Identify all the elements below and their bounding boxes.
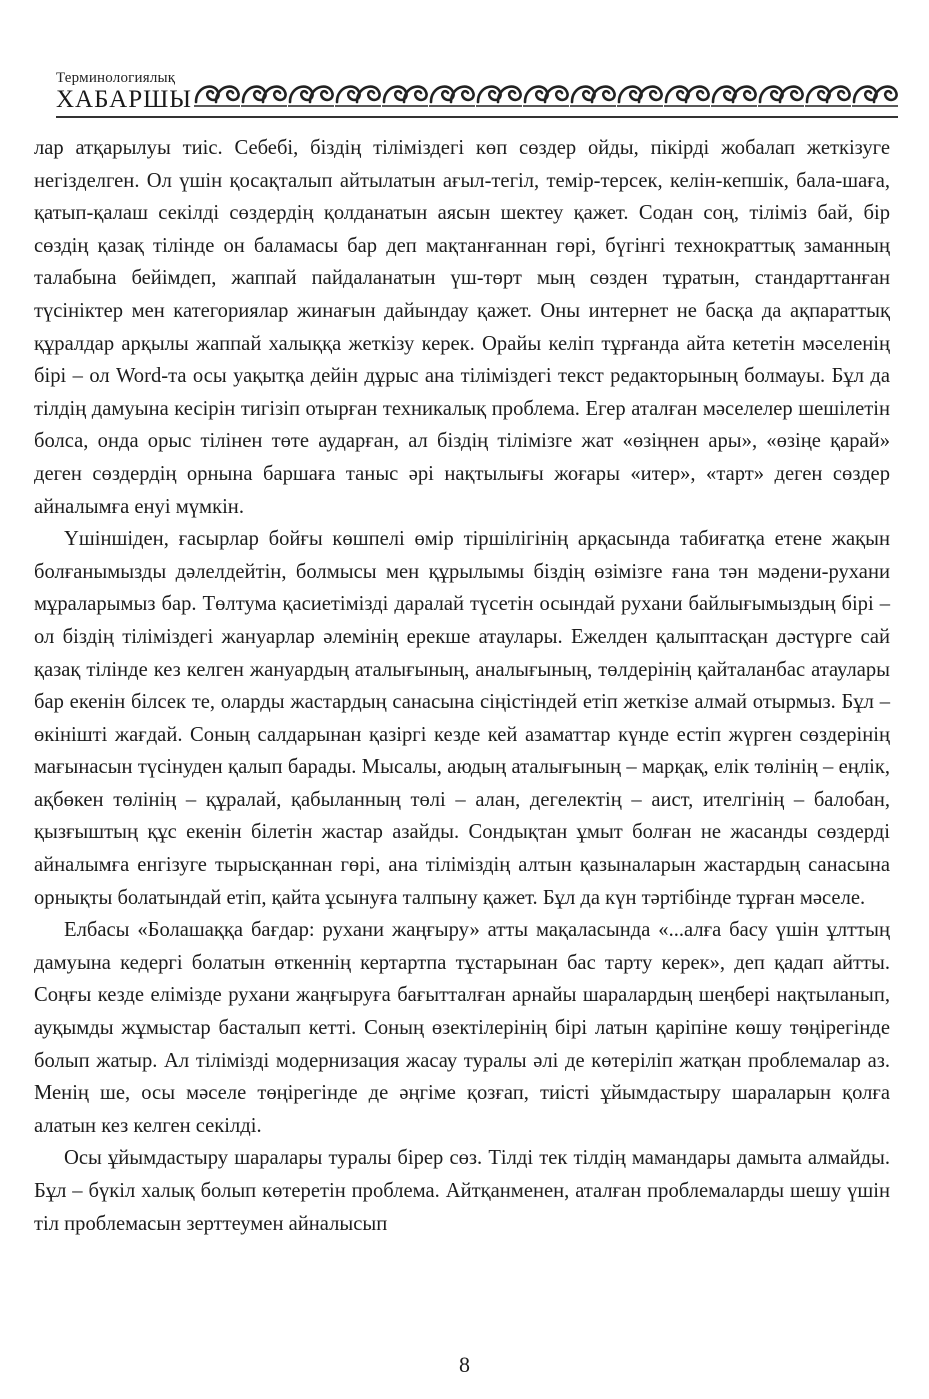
running-header	[40, 64, 900, 124]
paragraph-3: Елбасы «Болашаққа бағдар: рухани жаңғыру» атты мақаласында «...алға басу үшін ұлттың дамуына кедергі болатын өткеннің кертартпа тұстарынан бас тарту керек», деп қадап айтты. Соңғы кезде елімізде рухани жаңғыруға бағытталған арнайы шаралардың шеңбері нақтыланып, ауқымды жұмыстар басталып кетті. Соның өзектілерінің бірі латын қаріпіне көшу төңірегінде болып жатыр. Ал тілімізді модернизация жасау туралы әлі де көтеріліп жатқан проблемалар аз. Менің ше, осы мәселе төңірегінде де әңгіме қозғап, тиісті ұйымдастыру шараларын қолға алатын кез келген секілді.	[34, 919, 890, 1137]
paragraph-4: Осы ұйымдастыру шаралары туралы бірер сөз. Тілді тек тілдің мамандары дамыта алмайды. Бұл – бүкіл халық болып көтеретін проблема. Айтқанменен, аталған проблемаларды шешу үшін тіл проблемасын зерттеумен айналысып	[34, 1147, 890, 1235]
ornament-border-icon	[192, 68, 900, 114]
header-divider	[56, 116, 898, 118]
article-body	[34, 132, 890, 1240]
paragraph-2: Үшіншіден, ғасырлар бойғы көшпелі өмір тіршілігінің арқасында табиғатқа етене жақын болғанымызды дәлелдейтін, болмысы мен құрылымы біздің өзімізге ғана тән мәдени-рухани мұраларымыз бар. Төлтума қасиетімізді даралай түсетін осындай рухани байлығымыздың бірі – ол біздің тіліміздегі жануарлар әлемінің ерекше атаулары. Ежелден қалыптасқан дәстүрге сай қазақ тілінде кез келген жануардың аталығының, аналығының, төлдерінің қайталанбас атаулары бар екенін білсек те, оларды жастардың санасына сіңістіндей етіп жеткізе алмай отырмыз. Бұл – өкінішті жағдай. Соның салдарынан қазіргі кезде кей азаматтар күнде естіп жүрген сөздерінің мағынасын түсінуден қалып барады. Мысалы, аюдың аталығының – марқақ, елік төлінің – еңлік, ақбөкен төлінің – құралай, қабыланның төлі – алан, дегелектің – аист, ителгінің – балобан, қызғыштың құс екенін білетін жастар азайды. Сондықтан ұмыт болған не жасанды сөздерді айналымға енгізуге тырысқаннан гөрі, ана тіліміздің алтын қазыналарын жастардың санасына орнықты болатындай етіп, қайта ұсынуға талпыну қажет. Бұл да күн тәртібінде тұрған мәселе.	[34, 528, 890, 909]
page-number: 8	[459, 1352, 470, 1377]
journal-subtitle: Терминологиялық	[56, 70, 176, 86]
journal-title: ХАБАРШЫ	[56, 86, 193, 113]
paragraph-1: лар атқарылуы тиіс. Себебі, біздің тіліміздегі көп сөздер ойды, пікірді жобалап жеткізуге негізделген. Ол үшін қосақталып айтылатын ағыл-тегіл, темір-терсек, келін-кепшік, бала-шаға, қатып-қалаш секілді сөздердің қолданатын аясын шектеу қажет. Содан соң, тіліміз бай, бір сөздің қазақ тілінде он баламасы бар деп мақтанғаннан гөрі, бүгінгі технократтық заманның талабына бейімдеп, жаппай пайдаланатын үш-төрт мың сөзден тұратын, стандарттанған түсініктер мен категориялар жинағын дайындау қажет. Оны интернет не басқа да ақпараттық құралдар арқылы жаппай халыққа жеткізу керек. Орайы келіп тұрғанда айта кететін мәселенің бірі – ол Word-та осы уақытқа дейін дұрыс ана тіліміздегі текст редакторының болмауы. Бұл да тілдің дамуына кесірін тигізіп отырған техникалық проблема. Егер аталған мәселелер шешілетін болса, онда орыс тілінен төте аударған, ал біздің тілімізге жат «өзіңнен ары», «өзіңе қарай» деген сөздердің орнына баршаға таныс әрі нақтылығы жоғары «итер», «тарт» деген сөздер айналымға енуі мүмкін.	[34, 137, 890, 518]
